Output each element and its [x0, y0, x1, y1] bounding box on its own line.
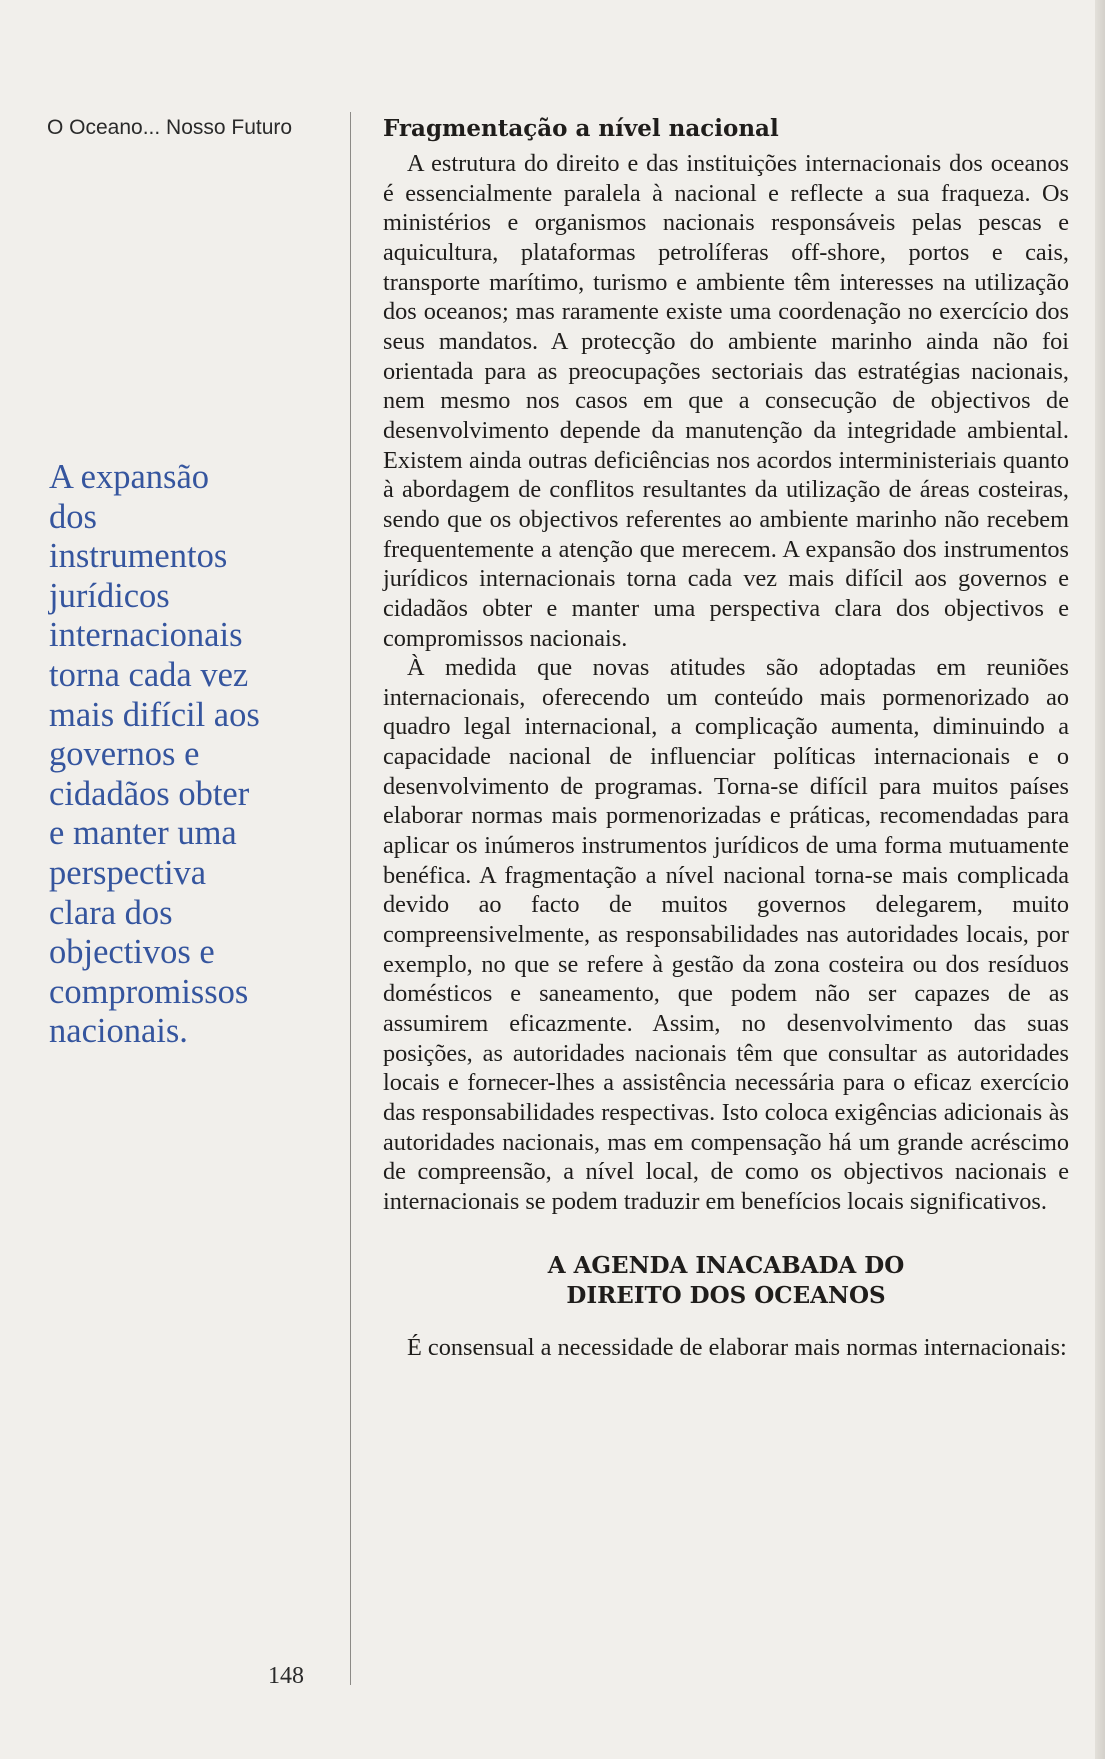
- pull-quote-line: perspectiva: [49, 853, 207, 892]
- pull-quote-line: compromissos: [49, 972, 249, 1011]
- pull-quote: [49, 458, 319, 1052]
- pull-quote-line: mais difícil aos: [49, 695, 260, 734]
- agenda-heading-line: DIREITO DOS OCEANOS: [566, 1281, 886, 1309]
- pull-quote-line: A expansão: [49, 458, 210, 496]
- pull-quote-line: nacionais.: [49, 1012, 188, 1051]
- main-column: [383, 112, 1069, 1362]
- agenda-heading-line: A AGENDA INACABADA DO: [547, 1251, 905, 1279]
- pull-quote-line: e manter uma: [49, 814, 237, 853]
- agenda-heading: [383, 1251, 1069, 1311]
- pull-quote-line: governos e: [49, 735, 200, 774]
- pull-quote-line: cidadãos obter: [49, 774, 250, 813]
- pull-quote-line: internacionais: [49, 616, 243, 655]
- pull-quote-line: torna cada vez: [49, 655, 249, 694]
- page-number: 148: [268, 1663, 304, 1689]
- closing-paragraph: É consensual a necessidade de elaborar mais normas internacionais:: [407, 1333, 1067, 1361]
- body-paragraph: A estrutura do direito e das instituições internacionais dos oceanos é essencialmente paralela à nacional e reflecte a sua fraqueza. Os ministérios e organismos nacionais responsáveis pelas pescas e aquicultura, plataformas petrolíferas off-shore, portos e cais, transporte marítimo, turismo e ambiente têm interesses na utilização dos oceanos; mas raramente existe uma coordenação no exercício dos seus mandatos. A protecção do ambiente marinho ainda não foi orientada para as preocupações sectoriais das estratégias nacionais, nem mesmo nos casos em que a consecução de objectivos de desenvolvimento depende da manutenção da integridade ambiental. Existem ainda outras deficiências nos acordos interministeriais quanto à abordagem de conflitos resultantes da utilização de áreas costeiras, sendo que os objectivos referentes ao ambiente marinho não recebem frequentemente a atenção que merecem. A expansão dos instrumentos jurídicos internacionais torna cada vez mais difícil aos governos e cidadãos obter e manter uma perspectiva clara dos objectivos e compromissos nacionais.: [383, 150, 1069, 652]
- running-header: O Oceano... Nosso Futuro: [47, 116, 293, 139]
- page-edge: [1095, 0, 1105, 1759]
- body-paragraph: À medida que novas atitudes são adoptadas em reuniões internacionais, oferecendo um conteúdo mais pormenorizado ao quadro legal internacional, a complicação aumenta, diminuindo a capacidade nacional de influenciar políticas internacionais e o desenvolvimento de programas. Torna-se difícil para muitos países elaborar normas mais pormenorizadas e práticas, recomendadas para aplicar os inúmeros instrumentos jurídicos de uma forma mutuamente benéfica. A fragmentação a nível nacional torna-se mais complicada devido ao facto de muitos governos delegarem, muito compreensivelmente, as responsabilidades nas autoridades locais, por exemplo, no que se refere à gestão da zona costeira ou dos resíduos domésticos e saneamento, que podem não ser capazes de as assumirem eficazmente. Assim, no desenvolvimento das suas posições, as autoridades nacionais têm que consultar as autoridades locais e fornecer-lhes a assistência necessária para o eficaz exercício das responsabilidades respectivas. Isto coloca exigências adicionais às autoridades nacionais, mas em compensação há um grande acréscimo de compreensão, a nível local, de como os objectivos nacionais e internacionais se podem traduzir em benefícios locais significativos.: [383, 654, 1069, 1215]
- pull-quote-line: clara dos: [49, 893, 173, 932]
- column-divider: [350, 112, 351, 1685]
- pull-quote-line: dos: [49, 497, 97, 536]
- pull-quote-line: instrumentos: [49, 537, 228, 576]
- section-title: Fragmentação a nível nacional: [383, 115, 779, 142]
- pull-quote-line: objectivos e: [49, 933, 215, 972]
- pull-quote-line: jurídicos: [49, 576, 170, 615]
